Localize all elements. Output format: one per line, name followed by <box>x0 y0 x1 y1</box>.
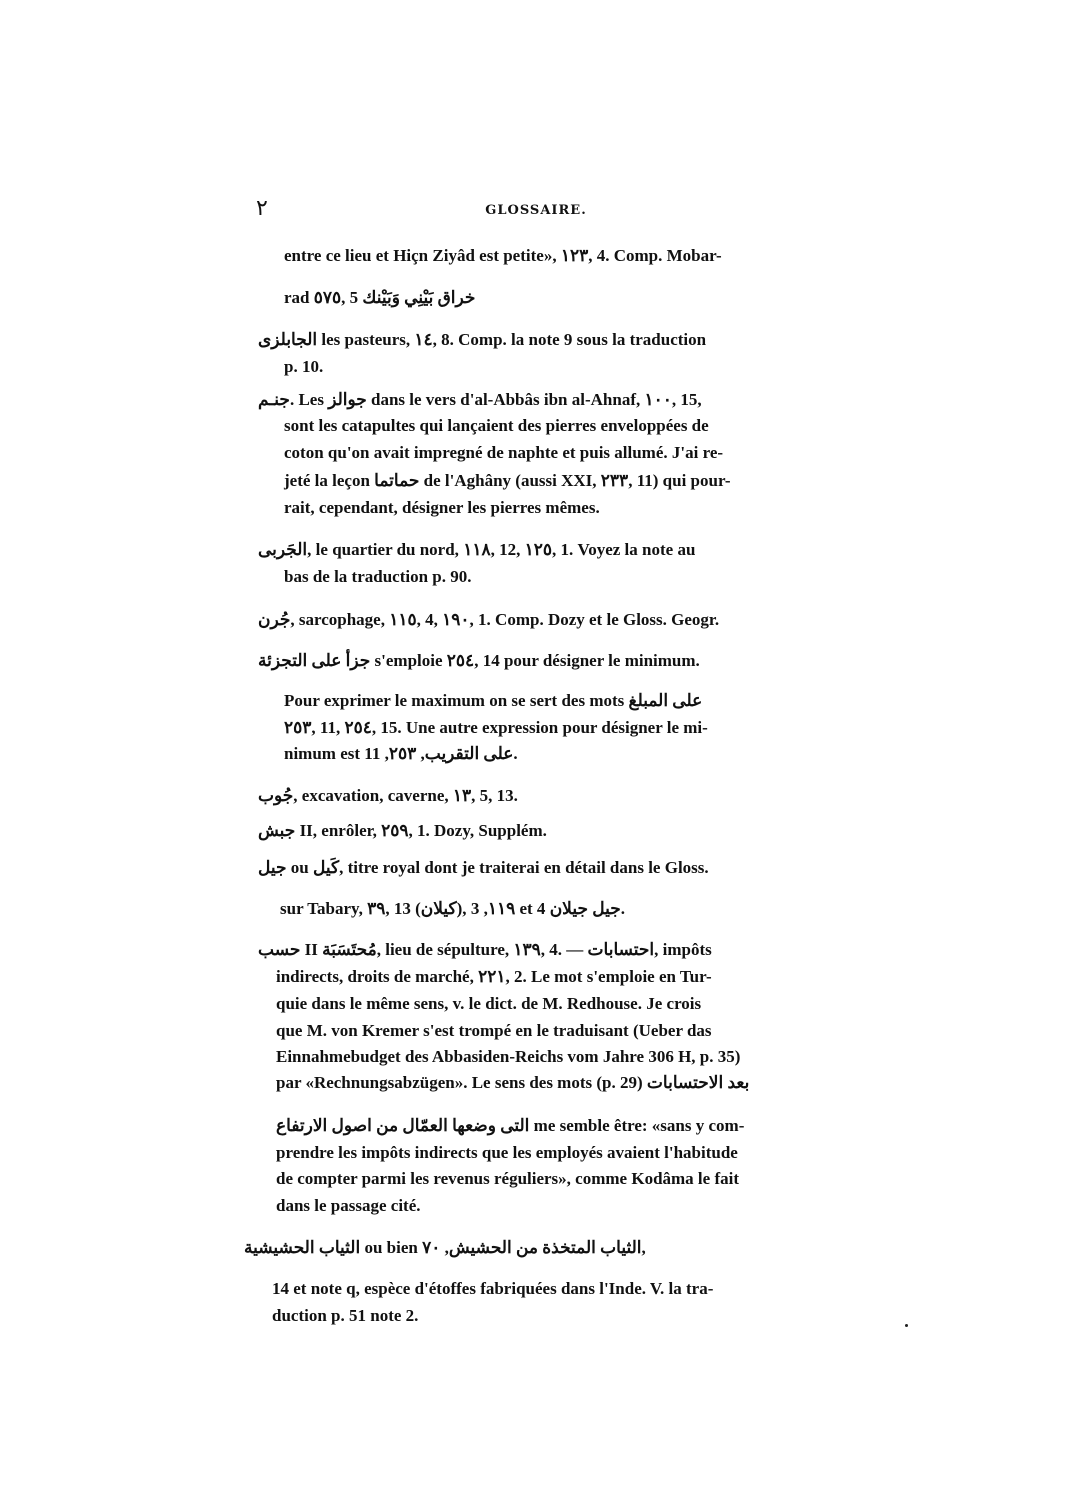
ink-speck <box>905 1324 908 1327</box>
text-line: sont les catapultes qui lançaient des pierres enveloppées de <box>284 416 709 435</box>
text-line: nimum est على التقريب, ٢٥٣, 11. <box>284 744 518 763</box>
text-line: الثياب الحشيشية ou bien الثياب المتخذة من الحشيش, ٧٠, <box>244 1238 646 1257</box>
text-line: de compter parmi les revenus réguliers», comme Kodâma le fait <box>276 1169 739 1188</box>
text-line: جُوب, excavation, caverne, ١٣, 5, 13. <box>258 786 518 805</box>
text-line: التى وضعها العمّال من اصول الارتفاع me semble être: «sans y com- <box>276 1116 745 1135</box>
text-line: rait, cependant, désigner les pierres mêmes. <box>284 498 600 517</box>
text-line: حسب II مُحتَسَبَة, lieu de sépulture, ١٣٩, 4. — احتسابات, impôts <box>258 940 712 959</box>
page-number: ٢ <box>256 196 268 221</box>
text-line: entre ce lieu et Hiçn Ziyâd est petite», ١٢٣, 4. Comp. Mobar- <box>284 246 722 265</box>
text-line: coton qu'on avait impregné de naphte et puis allumé. J'ai re- <box>284 443 724 462</box>
text-line: duction p. 51 note 2. <box>272 1306 419 1325</box>
text-line: prendre les impôts indirects que les employés avaient l'habitude <box>276 1143 738 1162</box>
text-line: Pour exprimer le maximum on se sert des mots على المبلغ <box>284 691 703 710</box>
text-line: Einnahmebudget des Abbasiden-Reichs vom Jahre 306 H, p. 35) <box>276 1047 741 1066</box>
text-line: ٢٥٣, 11, ٢٥٤, 15. Une autre expression pour désigner le mi- <box>284 718 708 737</box>
text-line: جنـم. Les جوالز dans le vers d'al-Abbâs ibn al-Ahnaf, ١٠٠, 15, <box>258 390 702 409</box>
text-line: الجَربى, le quartier du nord, ١١٨, 12, ١٢٥, 1. Voyez la note au <box>258 540 696 559</box>
text-line: sur Tabary, ٣٩, 13 (كيلان), ١١٩, 3 et 4 جيل جيلان. <box>280 899 625 918</box>
text-line: الجابلزى les pasteurs, ١٤, 8. Comp. la note 9 sous la traduction <box>258 330 707 349</box>
text-line: p. 10. <box>284 357 324 376</box>
text-line: dans le passage cité. <box>276 1196 421 1215</box>
text-line: bas de la traduction p. 90. <box>284 567 472 586</box>
text-line: جزأ على التجزئة s'emploie ٢٥٤, 14 pour désigner le minimum. <box>258 651 700 670</box>
text-line: جُرن, sarcophage, ١١٥, 4, ١٩٠, 1. Comp. Dozy et le Gloss. Geogr. <box>258 610 720 629</box>
text-line: indirects, droits de marché, ٢٢١, 2. Le mot s'emploie en Tur- <box>276 967 712 986</box>
text-line: que M. von Kremer s'est trompé en le traduisant (Ueber das <box>276 1021 712 1040</box>
text-line: جبش II, enrôler, ٢٥٩, 1. Dozy, Supplém. <box>258 821 547 840</box>
text-line: rad ٥٧٥, 5 خراق بَيْنِي وَبَيْنك <box>284 288 476 307</box>
running-header: GLOSSAIRE. <box>485 203 587 218</box>
text-line: 14 et note q, espèce d'étoffes fabriquées dans l'Inde. V. la tra- <box>272 1279 714 1298</box>
text-line: جيل ou كَيل, titre royal dont je traiterai en détail dans le Gloss. <box>258 858 709 877</box>
text-line: par «Rechnungsabzügen». Le sens des mots (p. 29) بعد الاحتسابات <box>276 1073 750 1092</box>
text-line: quie dans le même sens, v. le dict. de M. Redhouse. Je crois <box>276 994 702 1013</box>
text-line: jeté la leçon حماتما de l'Aghâny (aussi XXI, ٢٣٣, 11) qui pour- <box>284 471 731 490</box>
